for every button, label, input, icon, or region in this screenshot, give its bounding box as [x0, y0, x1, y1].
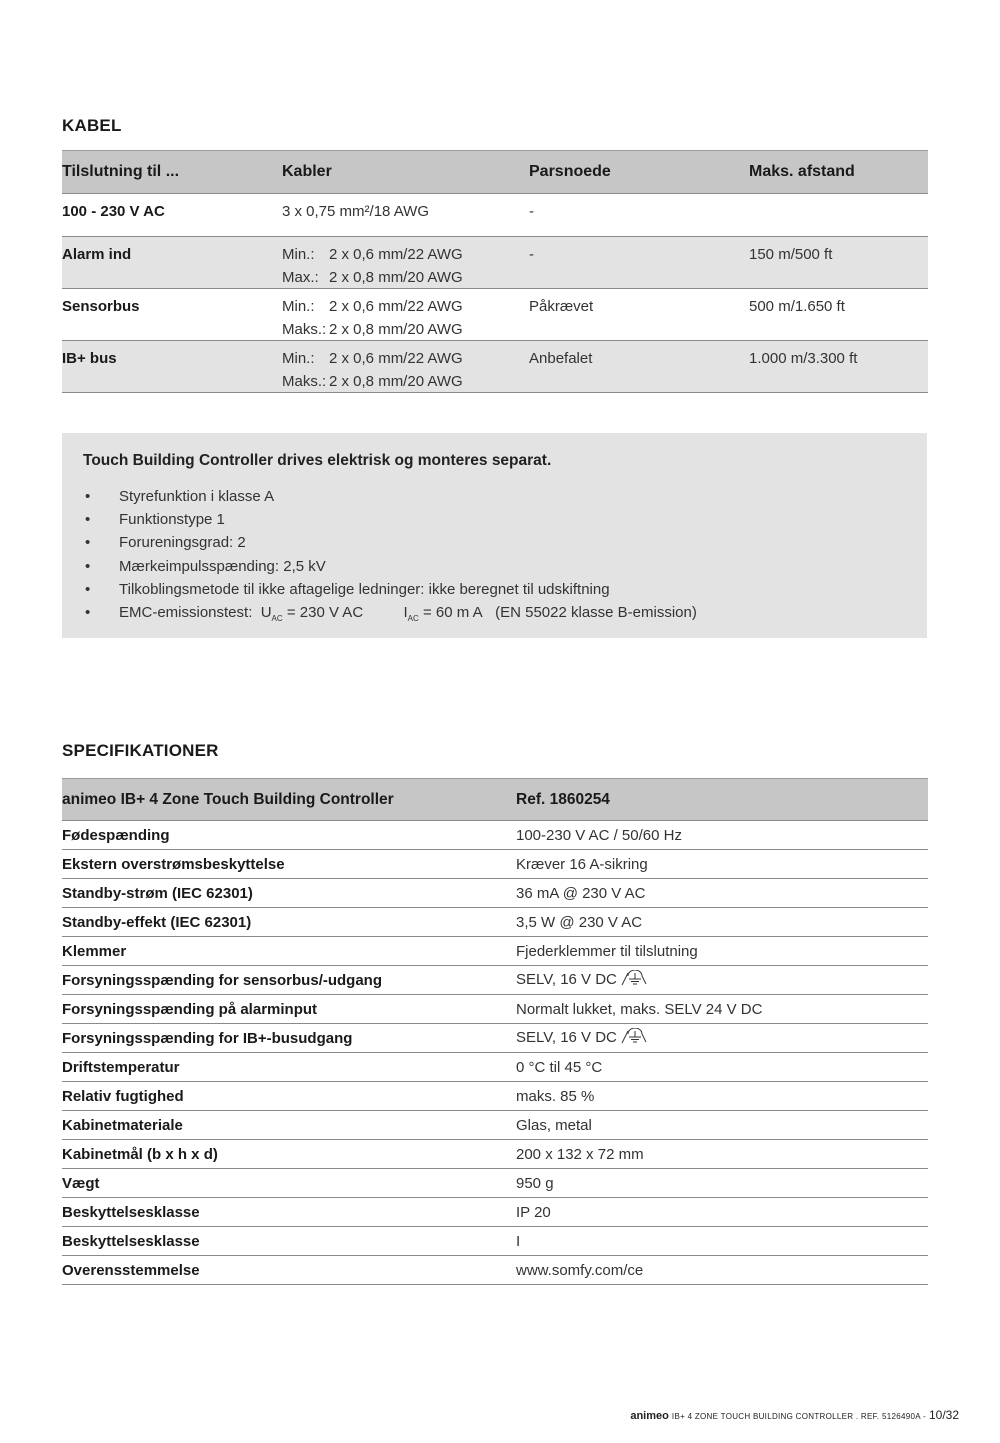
connection-cell: Alarm ind [62, 246, 132, 263]
table-row [62, 1198, 928, 1227]
table-row [62, 1024, 928, 1053]
list-item-text: Forureningsgrad: 2 [119, 534, 246, 552]
spec-key: Ekstern overstrømsbeskyttelse [62, 855, 285, 873]
header-max-distance: Maks. afstand [749, 163, 855, 180]
safety-info-box [62, 433, 927, 638]
table-row [62, 1227, 928, 1256]
cable-min-spec: 2 x 0,6 mm/22 AWG [329, 350, 463, 367]
bullet-icon: • [85, 534, 91, 552]
info-lead-text: Touch Building Controller drives elektrisk og monteres separat. [83, 452, 552, 469]
spec-value-with-icon [516, 970, 928, 990]
spec-key: Overensstemmelse [62, 1261, 200, 1279]
spec-key: Kabinetmål (b x h x d) [62, 1145, 218, 1163]
page-footer [630, 1408, 959, 1422]
list-item [83, 578, 697, 601]
spec-key: Forsyningsspænding for IB+-busudgang [62, 1029, 353, 1047]
spec-value: 36 mA @ 230 V AC [516, 884, 646, 902]
table-row [62, 340, 928, 393]
emc-i-symbol: I [403, 604, 408, 622]
spec-value: www.somfy.com/ce [516, 1261, 644, 1279]
spec-value: Normalt lukket, maks. SELV 24 V DC [516, 1000, 763, 1018]
table-row [62, 1256, 928, 1285]
kabel-section-title: KABEL [62, 116, 122, 135]
table-row [62, 850, 928, 879]
list-item-emc [83, 601, 697, 630]
cable-max-label: Max.: [282, 269, 319, 286]
spec-value: 200 x 132 x 72 mm [516, 1145, 644, 1163]
connection-cell: IB+ bus [62, 350, 117, 367]
emc-u-symbol: U [260, 604, 272, 622]
spec-key: Kabinetmateriale [62, 1116, 183, 1134]
spec-key: Vægt [62, 1174, 100, 1192]
cable-max-spec: 2 x 0,8 mm/20 AWG [329, 269, 463, 286]
spec-key: Relativ fugtighed [62, 1087, 184, 1105]
table-row [62, 1082, 928, 1111]
spec-value: SELV, 16 V DC [516, 970, 617, 988]
twisted-cell: Anbefalet [529, 350, 593, 367]
list-item [83, 531, 697, 554]
table-row [62, 821, 928, 850]
bullet-icon: • [85, 557, 91, 575]
spec-value: SELV, 16 V DC [516, 1028, 617, 1046]
bullet-icon: • [85, 511, 91, 529]
list-item-text: Funktionstype 1 [119, 511, 225, 529]
list-item-text: Tilkoblingsmetode til ikke aftagelige ledninger: ikke beregnet til udskiftning [119, 580, 610, 598]
cables-cell [282, 194, 529, 236]
cables-cell [282, 341, 529, 392]
distance-cell: 500 m/1.650 ft [749, 298, 845, 315]
cable-max-label: Maks.: [282, 321, 327, 338]
distance-cell [749, 194, 928, 236]
spec-value: 100-230 V AC / 50/60 Hz [516, 826, 682, 844]
product-ref: Ref. 1860254 [516, 790, 610, 808]
twisted-cell: - [529, 203, 534, 220]
footer-brand: animeo [630, 1410, 669, 1422]
spec-value-with-icon [516, 1028, 928, 1048]
distance-cell: 1.000 m/3.300 ft [749, 350, 858, 367]
spec-key: Driftstemperatur [62, 1058, 180, 1076]
cables-cell [282, 237, 529, 288]
kabel-table-header [62, 150, 928, 193]
header-cables: Kabler [282, 163, 332, 180]
connection-cell: 100 - 230 V AC [62, 203, 165, 220]
cable-min-label: Min.: [282, 246, 315, 263]
emc-standard: (EN 55022 klasse B-emission) [495, 604, 697, 622]
footer-reference: IB+ 4 ZONE TOUCH BUILDING CONTROLLER . REF. 5126490A - [671, 1412, 926, 1421]
distance-cell: 150 m/500 ft [749, 246, 833, 263]
spec-value: maks. 85 % [516, 1087, 595, 1105]
table-row [62, 995, 928, 1024]
twisted-cell: Påkrævet [529, 298, 594, 315]
bullet-icon: • [85, 580, 91, 598]
table-row [62, 1053, 928, 1082]
spec-key: Forsyningsspænding på alarminput [62, 1000, 318, 1018]
spec-section-title: SPECIFIKATIONER [62, 741, 219, 760]
spec-value: 950 g [516, 1174, 554, 1192]
spec-value: I [516, 1232, 521, 1250]
kabel-table [62, 150, 928, 393]
cable-min-label: Min.: [282, 298, 315, 315]
cable-min-spec: 2 x 0,6 mm/22 AWG [329, 298, 463, 315]
emc-u-value: = 230 V AC [286, 604, 364, 622]
table-row [62, 193, 928, 236]
product-name: animeo IB+ 4 Zone Touch Building Controller [62, 790, 394, 808]
list-item [83, 555, 697, 578]
cable-max-spec: 2 x 0,8 mm/20 AWG [329, 373, 463, 390]
table-row [62, 288, 928, 340]
protective-earth-icon [620, 1028, 648, 1048]
table-row [62, 1111, 928, 1140]
list-item-text: Mærkeimpulsspænding: 2,5 kV [119, 557, 326, 575]
page-number: 10/32 [928, 1408, 959, 1422]
cable-spec: 3 x 0,75 mm²/18 AWG [282, 203, 429, 220]
header-twisted: Parsnoede [529, 163, 611, 180]
table-row [62, 966, 928, 995]
table-row [62, 908, 928, 937]
info-list [83, 485, 697, 630]
bullet-icon: • [85, 604, 91, 622]
header-connection: Tilslutning til ... [62, 163, 180, 180]
spec-key: Fødespænding [62, 826, 170, 844]
table-row [62, 879, 928, 908]
list-item [83, 508, 697, 531]
connection-cell: Sensorbus [62, 298, 140, 315]
spec-value: IP 20 [516, 1203, 551, 1221]
spec-key: Standby-strøm (IEC 62301) [62, 884, 253, 902]
cable-max-spec: 2 x 0,8 mm/20 AWG [329, 321, 463, 338]
cable-max-label: Maks.: [282, 373, 327, 390]
spec-value: Kræver 16 A-sikring [516, 855, 648, 873]
table-row [62, 937, 928, 966]
emc-u-subscript: AC [271, 614, 283, 624]
protective-earth-icon [620, 970, 648, 990]
table-row [62, 1140, 928, 1169]
table-row [62, 236, 928, 288]
spec-key: Klemmer [62, 942, 127, 960]
spec-table [62, 778, 928, 1285]
cable-min-spec: 2 x 0,6 mm/22 AWG [329, 246, 463, 263]
cable-min-label: Min.: [282, 350, 315, 367]
spec-table-header [62, 778, 928, 821]
cables-cell [282, 289, 529, 340]
spec-value: Fjederklemmer til tilslutning [516, 942, 698, 960]
spec-key: Forsyningsspænding for sensorbus/-udgang [62, 971, 383, 989]
spec-key: Beskyttelsesklasse [62, 1203, 200, 1221]
emc-i-value: = 60 m A [422, 604, 483, 622]
table-row [62, 1169, 928, 1198]
bullet-icon: • [85, 488, 91, 505]
spec-value: 3,5 W @ 230 V AC [516, 913, 643, 931]
spec-value: Glas, metal [516, 1116, 592, 1134]
spec-value: 0 °C til 45 °C [516, 1058, 603, 1076]
list-item-text: Styrefunktion i klasse A [119, 488, 275, 505]
list-item [83, 485, 697, 508]
twisted-cell: - [529, 246, 534, 263]
spec-key: Beskyttelsesklasse [62, 1232, 200, 1250]
emc-prefix: EMC-emissionstest: [119, 604, 253, 622]
spec-key: Standby-effekt (IEC 62301) [62, 913, 252, 931]
emc-i-subscript: AC [407, 614, 419, 624]
